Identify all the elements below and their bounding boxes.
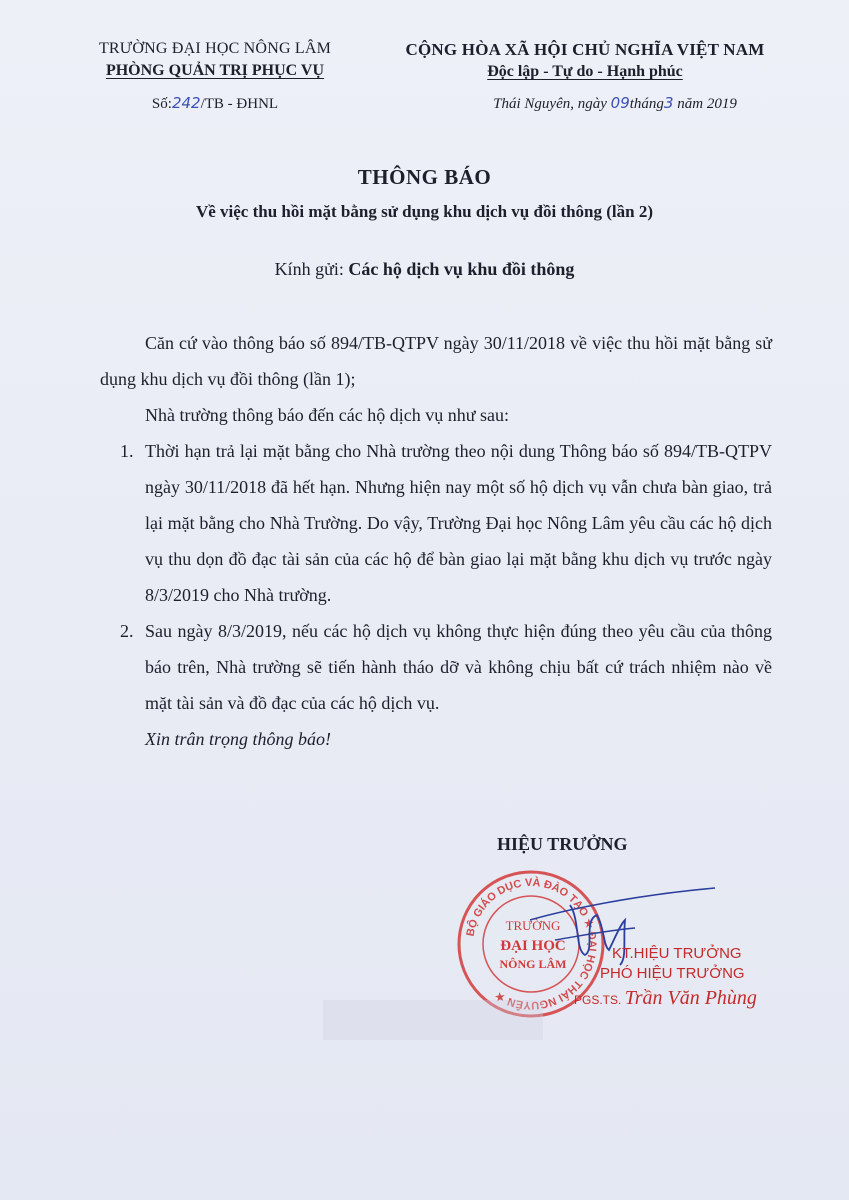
stamp-line1: TRƯỜNG: [505, 918, 561, 933]
university-name: TRƯỜNG ĐẠI HỌC NÔNG LÂM: [98, 40, 332, 57]
list-item: 2. Sau ngày 8/3/2019, nếu các hộ dịch vụ không thực hiện đúng theo yêu cầu của thông báo trên, Nhà trường sẽ tiến hành tháo dỡ và không chịu bất cứ trách nhiệm nào về mặt tài sản và đồ đạc của các hộ dịch vụ.: [120, 621, 772, 713]
document-number-handwritten: 242: [171, 94, 201, 112]
paragraph-intro: Nhà trường thông báo đến các hộ dịch vụ như sau:: [145, 405, 509, 425]
redacted-area: [323, 1000, 543, 1040]
nation-header: [380, 40, 790, 113]
list-item: 1. Thời hạn trả lại mặt bằng cho Nhà trường theo nội dung Thông báo số 894/TB-QTPV ngày 30/11/2018 đã hết hạn. Nhưng hiện nay một số hộ dịch vụ vẫn chưa bàn giao, trả lại mặt bằng cho Nhà Trường. Do vậy, Trường Đại học Nông Lâm yêu cầu các hộ dịch vụ thu dọn đồ đạc tài sản của các hộ để bàn giao lại mặt bằng khu dịch vụ trước ngày 8/3/2019 cho Nhà trường.: [120, 441, 772, 605]
document-date: Thái Nguyên, ngày 09tháng3 năm 2019: [493, 94, 737, 112]
date-month-handwritten: 3: [663, 94, 674, 112]
stamp-line3: NÔNG LÂM: [499, 957, 567, 971]
signer-name: Trần Văn Phùng: [624, 987, 757, 1009]
document-title: THÔNG BÁO: [357, 165, 492, 189]
stamp-ring-text: BỘ GIÁO DỤC VÀ ĐÀO TẠO ★ ĐẠI HỌC THÁI NGUYÊN ★: [464, 876, 599, 1012]
deputy-signature-block: [574, 944, 757, 1010]
document-number: Số:242/TB - ĐHNL: [151, 94, 279, 112]
national-motto: Độc lập - Tự do - Hạnh phúc: [487, 63, 683, 80]
document-subtitle: Về việc thu hồi mặt bằng sử dụng khu dịch vụ đồi thông (lần 2): [195, 202, 654, 221]
kt-line1: KT.HIỆU TRƯỞNG: [612, 945, 742, 962]
greeting-recipient: Các hộ dịch vụ khu đồi thông: [348, 259, 575, 279]
signature-title: HIỆU TRƯỞNG: [497, 834, 628, 854]
nation-name: CỘNG HÒA XÃ HỘI CHỦ NGHĨA VIỆT NAM: [405, 40, 765, 59]
closing-line: Xin trân trọng thông báo!: [145, 729, 332, 749]
kt-line2: PHÓ HIỆU TRƯỞNG: [600, 965, 745, 982]
paragraph-reference: Căn cứ vào thông báo số 894/TB-QTPV ngày 30/11/2018 về việc thu hồi mặt bằng sử dụng khu dịch vụ đồi thông (lần 1);: [100, 333, 772, 389]
org-header: [60, 40, 370, 113]
signer: PGS.TS. Trần Văn Phùng: [574, 987, 757, 1009]
notice-items: [100, 433, 772, 721]
date-day-handwritten: 09: [610, 94, 630, 112]
greeting: Kính gửi: Các hộ dịch vụ khu đồi thông: [274, 259, 575, 279]
document-body: [100, 325, 772, 757]
stamp-line2: ĐẠI HỌC: [500, 938, 566, 954]
department-name: PHÒNG QUẢN TRỊ PHỤC VỤ: [105, 62, 325, 79]
